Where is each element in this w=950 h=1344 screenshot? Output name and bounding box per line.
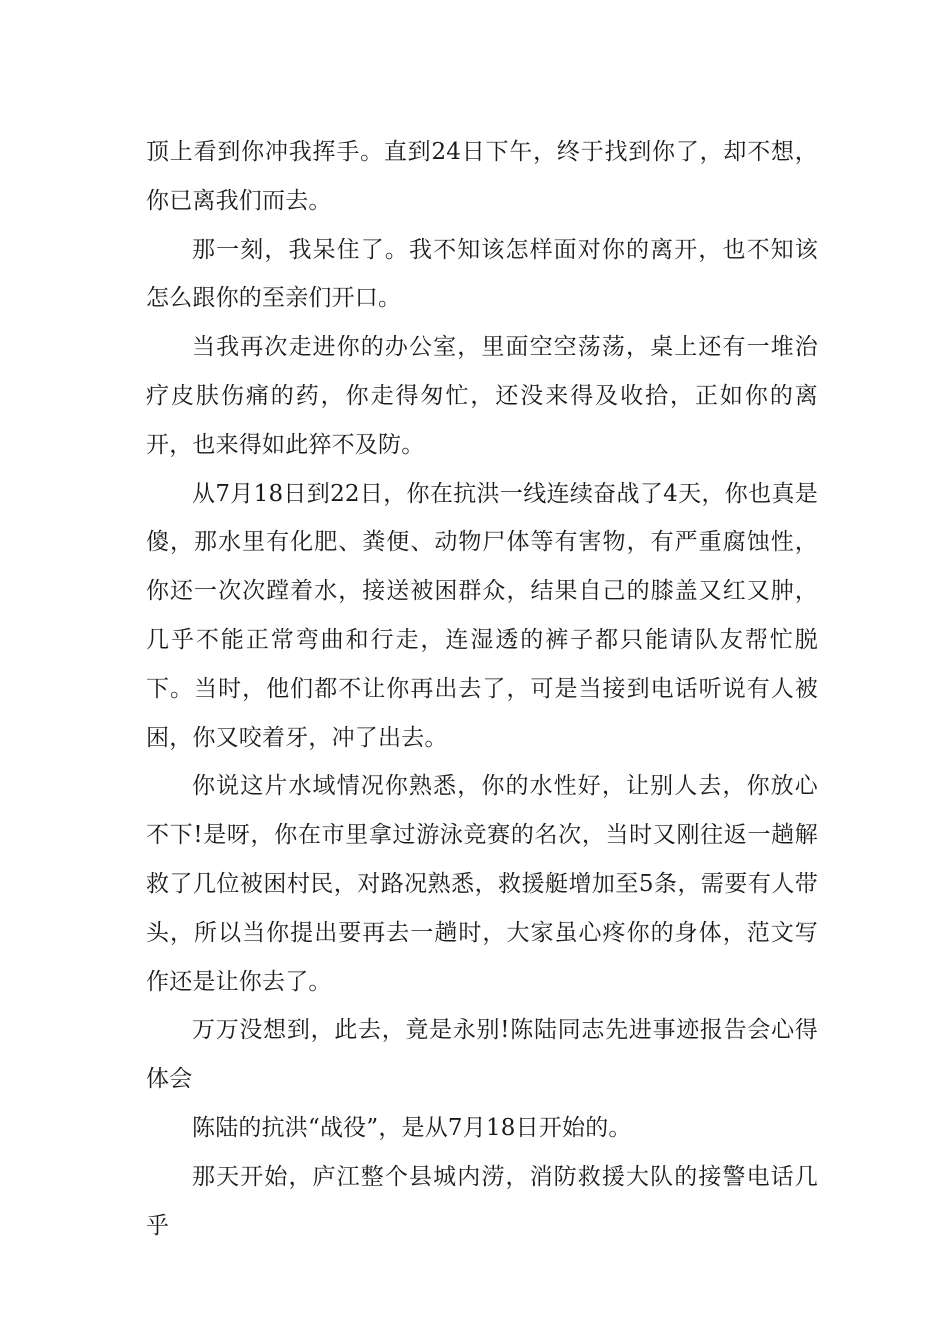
paragraph-1: 顶上看到你冲我挥手。直到24日下午，终于找到你了，却不想，你已离我们而去。 xyxy=(146,139,818,214)
paragraph-2: 那一刻，我呆住了。我不知该怎样面对你的离开，也不知该怎么跟你的至亲们开口。 xyxy=(146,236,818,312)
paragraph-8: 那天开始，庐江整个县城内涝，消防救援大队的接警电话几乎 xyxy=(146,1163,818,1239)
paragraph-7: 陈陆的抗洪“战役”，是从7月18日开始的。 xyxy=(192,1114,632,1141)
document-body xyxy=(146,128,818,1250)
paragraph-3: 当我再次走进你的办公室，里面空空荡荡，桌上还有一堆治疗皮肤伤痛的药，你走得匆忙，还没来得及收拾，正如你的离开，也来得如此猝不及防。 xyxy=(146,334,818,458)
paragraph-5: 你说这片水域情况你熟悉，你的水性好，让别人去，你放心不下!是呀，你在市里拿过游泳竞赛的名次，当时又刚往返一趟解救了几位被困村民，对路况熟悉，救援艇增加至5条，需要有人带头，所以当你提出要再去一趟时，大家虽心疼你的身体，范文写作还是让你去了。 xyxy=(146,773,818,995)
paragraph-4: 从7月18日到22日，你在抗洪一线连续奋战了4天，你也真是傻，那水里有化肥、粪便、动物尸体等有害物，有严重腐蚀性，你还一次次蹚着水，接送被困群众，结果自己的膝盖又红又肿，几乎不能正常弯曲和行走，连湿透的裤子都只能请队友帮忙脱下。当时，他们都不让你再出去了，可是当接到电话听说有人被困，你又咬着牙，冲了出去。 xyxy=(146,480,818,751)
paragraph-6: 万万没想到，此去，竟是永别!陈陆同志先进事迹报告会心得体会 xyxy=(146,1017,818,1093)
